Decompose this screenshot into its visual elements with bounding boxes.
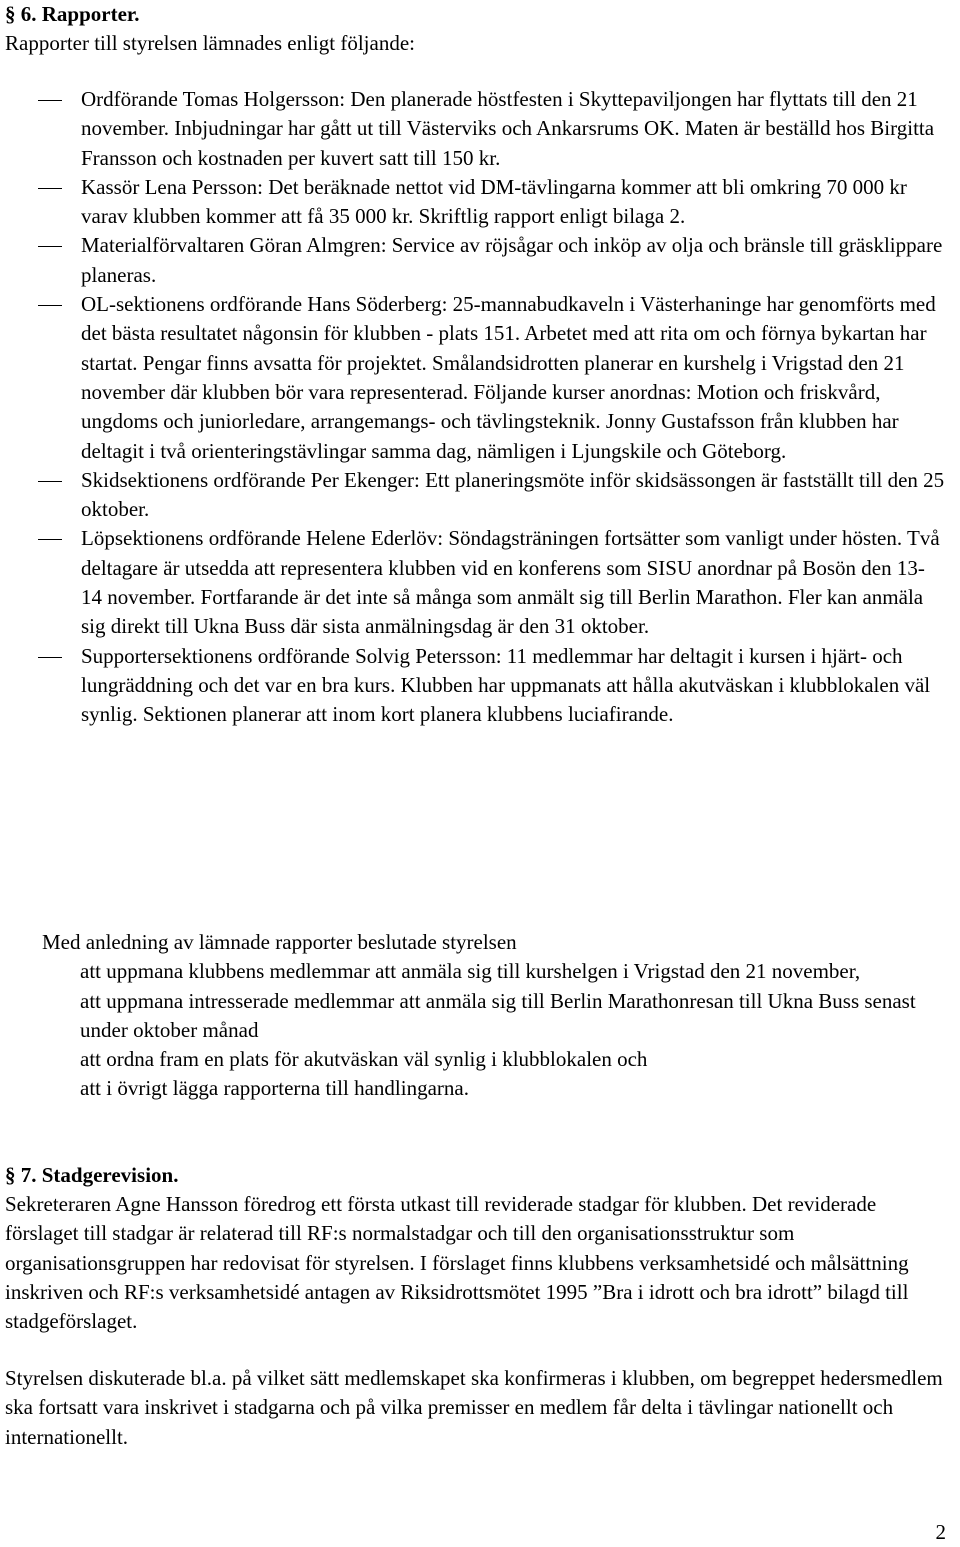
list-item (5, 524, 945, 641)
dash-bullet (38, 657, 62, 658)
decision-item: att ordna fram en plats för akutväskan väl synlig i klubblokalen och (80, 1047, 648, 1072)
report-text: Löpsektionens ordförande Helene Ederlöv: Söndagsträningen fortsätter som vanligt under hösten. Två deltagare är utsedda att representera klubben vid en konferens som SISU anordnar på Bosön den 13-14 november. Fortfarande är det inte så många som anmält sig till Berlin Marathon. Fler kan anmäla sig direkt till Ukna Buss där sista anmälningsdag är den 31 oktober. (81, 526, 940, 639)
list-item (5, 642, 945, 730)
list-item (5, 466, 945, 525)
decision-item: att i övrigt lägga rapporterna till handlingarna. (80, 1076, 469, 1101)
decision-list (42, 957, 942, 1103)
decision-intro: Med anledning av lämnade rapporter beslutade styrelsen (42, 930, 517, 954)
report-text: Supportersektionens ordförande Solvig Petersson: 11 medlemmar har deltagit i kursen i hjärt- och lungräddning och det var en bra kurs. Klubben har uppmanats att hålla akutväskan i klubblokalen väl synlig. Sektionen planerar att inom kort planera klubbens luciafirande. (81, 643, 931, 727)
list-item (5, 231, 945, 290)
dash-bullet (38, 188, 62, 189)
decision-item: att uppmana klubbens medlemmar att anmäla sig till kurshelgen i Vrigstad den 21 november, (80, 959, 861, 984)
page-number: 2 (935, 1520, 946, 1544)
section-7-title: § 7. Stadgerevision. (5, 1163, 179, 1187)
report-text: Skidsektionens ordförande Per Ekenger: Ett planeringsmöte inför skidsässongen är fastställt till den 25 oktober. (81, 467, 945, 522)
report-text: Materialförvaltaren Göran Almgren: Service av röjsågar och inköp av olja och bränsle till gräsklippare planeras. (81, 233, 943, 287)
dash-bullet (38, 481, 62, 482)
section-7-paragraph-1: Sekreteraren Agne Hansson föredrog ett första utkast till reviderade stadgar för klubben. Det reviderade förslaget till stadgar är relaterad till RF:s normalstadgar och till den organisationsstruktur som organisationsgruppen har redovisat för styrelsen. I förslaget finns klubbens verksamhetsidé och målsättning inskriven och RF:s verksamhetsidé antagen av Riksidrottsmötet 1995 ”Bra i idrott och bra idrott” bilagd till stadgeförslaget. (5, 1192, 909, 1334)
dash-bullet (38, 100, 62, 101)
decision-item: att uppmana intresserade medlemmar att anmäla sig till Berlin Marathonresan till Ukna Buss senast under oktober månad (80, 988, 916, 1042)
report-text: OL-sektionens ordförande Hans Söderberg: 25-mannabudkaveln i Västerhaninge har genomförts med det bästa resultatet någonsin för klubben - plats 151. Arbetet med att rita om och förnya bykartan har startat. Pengar finns avsatta för projektet. Smålandsidrotten planerar en kurshelg i Vrigstad den 21 november där klubben bör vara representerad. Följande kurser anordnas: Motion och friskvård, ungdoms och juniorledare, arrangemangs- och tävlingsteknik. Jonny Gustafsson från klubben har deltagit i två orienteringstävlingar samma dag, nämligen i Ljungskile och Göteborg. (81, 292, 936, 463)
section-6-title: § 6. Rapporter. (5, 2, 140, 26)
list-item (5, 85, 945, 173)
dash-bullet (38, 246, 62, 247)
list-item (5, 290, 945, 466)
report-text: Ordförande Tomas Holgersson: Den planerade höstfesten i Skyttepaviljongen har flyttats till den 21 november. Inbjudningar har gått ut till Västerviks och Ankarsrums OK. Maten är beställd hos Birgitta Fransson och kostnaden per kuvert satt till 150 kr. (81, 87, 935, 170)
list-item (5, 173, 945, 232)
dash-bullet (38, 305, 62, 306)
section-6-intro: Rapporter till styrelsen lämnades enligt följande: (5, 31, 415, 55)
report-text: Kassör Lena Persson: Det beräknade nettot vid DM-tävlingarna kommer att bli omkring 70 000 kr varav klubben kommer att få 35 000 kr. Skriftlig rapport enligt bilaga 2. (81, 174, 907, 229)
decision-block (42, 928, 942, 1104)
section-7-paragraph-2: Styrelsen diskuterade bl.a. på vilket sätt medlemskapet ska konfirmeras i klubben, om begreppet hedersmedlem ska fortsatt vara inskrivet i stadgarna och på vilka premisser en medlem får delta i tävlingar nationellt och internationellt. (5, 1366, 943, 1449)
dash-bullet (38, 539, 62, 540)
report-list (5, 85, 945, 730)
